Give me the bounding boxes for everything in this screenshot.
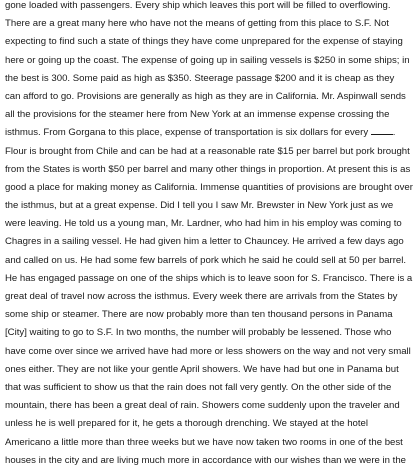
text-line: the best is 300. Some paid as high as $350. Steerage passage $200 and it is cheap as they [5, 72, 395, 84]
text-line: unless he is well prepared for it, he gets a thorough drenching. We stayed at the hotel [5, 418, 369, 430]
text-line: were leaving. He told us a young man, Mr. Lardner, who had him in his employ was coming to [5, 218, 402, 230]
text-line: have come over since we arrived have had more or less showers on the way and not very small [5, 345, 411, 357]
text-line-suffix: . [392, 127, 396, 139]
text-line: some ship or steamer. There are now probably more than ten thousand persons in Panama [5, 309, 393, 321]
text-line: There are a great many here who have not the means of getting from this place to S.F. Not [5, 18, 389, 30]
text-line: expecting to find such a state of things they have come unprepared for the expense of staying [5, 36, 403, 48]
text-line-with-blank [5, 124, 400, 142]
text-line: mountain, there has been a great deal of rain. Showers come suddenly upon the traveler and [5, 400, 400, 412]
blank-underline [371, 125, 393, 135]
text-line: houses in the city and are living much more in accordance with our wishes than we were in the [5, 454, 407, 466]
text-line: Americano a little more than three weeks but we have now taken two rooms in one of the best [5, 436, 403, 448]
text-line: great deal of travel now across the isthmus. Every week there are arrivals from the States by [5, 291, 398, 302]
text-line: can afford to go. Provisions are generally as high as they are in California. Mr. Aspinwall sends [5, 90, 406, 102]
text-line: the isthmus, but at a great expense. Did I tell you I saw Mr. Brewster in New York just as we [5, 200, 394, 212]
letter-text [5, 0, 413, 470]
text-line: good a place for making money as California. Immense quantities of provisions are brought over [5, 181, 413, 193]
text-line: here or going up the coast. The expense of going up in sailing vessels is $250 in some ships; in [5, 54, 410, 66]
text-line: and called on us. He had some few barrels of pork which he said he could sell at 50 per barrel. [5, 254, 407, 266]
text-line: gone loaded with passengers. Every ship which leaves this port will be filled to overflowing. [5, 0, 391, 11]
text-line: from the States is worth $50 per barrel and many other things in proportion. At present this is as [5, 163, 411, 175]
text-line: [City] waiting to go to S.F. In two months, the number will probably be lessened. Those who [5, 327, 392, 339]
text-line: Chagres in a sailing vessel. He had given him a letter to Chauncey. He arrived a few days ago [5, 236, 404, 248]
text-line: all the provisions for the steamer here from New York at an immense expense crossing the [5, 109, 390, 121]
text-line-content: isthmus. From Gorgana to this place, expense of transportation is six dollars for every [5, 127, 371, 139]
text-line: that was sufficient to show us that the rain does not fall very gently. On the other side of the [5, 381, 392, 393]
text-line: Flour is brought from Chile and can be had at a reasonable rate $15 per barrel but pork brought [5, 145, 410, 157]
text-line: He has engaged passage on one of the ships which is to leave soon for S. Francisco. There is a [5, 272, 413, 284]
text-line: ones either. They are not like your gentle April showers. We have had but one in Panama but [5, 363, 399, 375]
